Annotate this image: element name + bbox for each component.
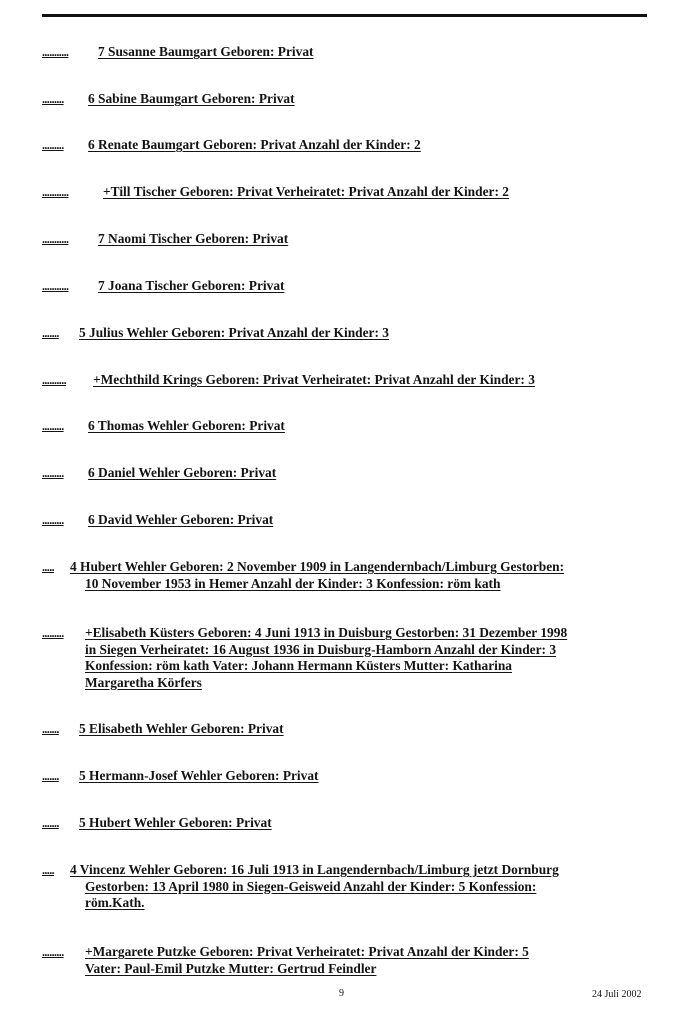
entry-dots: .........	[42, 92, 64, 106]
entry-text	[85, 944, 529, 977]
entry-line: 5 Hermann-Josef Wehler Geboren: Privat	[79, 768, 319, 783]
entry-text	[79, 721, 284, 738]
entry-dots: ...........	[42, 45, 69, 59]
entry-line: +Till Tischer Geboren: Privat Verheiratet: Privat Anzahl der Kinder: 2	[103, 184, 509, 199]
entry-line: 6 Sabine Baumgart Geboren: Privat	[88, 91, 295, 106]
entry-line: 6 Daniel Wehler Geboren: Privat	[88, 465, 277, 480]
entry-text	[88, 137, 421, 154]
entry-line: +Mechthild Krings Geboren: Privat Verheiratet: Privat Anzahl der Kinder: 3	[93, 372, 535, 387]
entry-line: 6 David Wehler Geboren: Privat	[88, 512, 274, 527]
entry-dots: ...........	[42, 279, 69, 293]
entry-dots: .........	[42, 945, 64, 959]
entry-line: 7 Susanne Baumgart Geboren: Privat	[98, 44, 314, 59]
entry-text	[88, 418, 285, 435]
entry-dots: .....	[42, 560, 55, 574]
entry-dots: ...........	[42, 185, 69, 199]
entry-line: Vater: Paul-Emil Putzke Mutter: Gertrud Feindler	[85, 960, 377, 976]
entry-dots: .......	[42, 326, 59, 340]
entry-line: in Siegen Verheiratet: 16 August 1936 in Duisburg-Hamborn Anzahl der Kinder: 3	[85, 641, 557, 657]
entry-dots: ..........	[42, 373, 67, 387]
entry-line: 4 Hubert Wehler Geboren: 2 November 1909 in Langendernbach/Limburg Gestorben:	[70, 559, 565, 574]
entry-line: 4 Vincenz Wehler Geboren: 16 Juli 1913 in Langendernbach/Limburg jetzt Dornburg	[70, 862, 559, 877]
entry-line: 5 Julius Wehler Geboren: Privat Anzahl der Kinder: 3	[79, 325, 389, 340]
entry-dots: .......	[42, 769, 59, 783]
entry-line: 6 Renate Baumgart Geboren: Privat Anzahl der Kinder: 2	[88, 137, 421, 152]
entry-text	[103, 184, 509, 201]
entry-text	[70, 559, 564, 592]
entry-text	[98, 231, 288, 248]
entry-dots: .....	[42, 863, 55, 877]
entry-dots: .........	[42, 466, 64, 480]
entry-dots: .......	[42, 722, 59, 736]
entry-line: 7 Naomi Tischer Geboren: Privat	[98, 231, 289, 246]
entry-text	[93, 372, 535, 389]
entry-text	[70, 862, 559, 912]
print-date: 24 Juli 2002	[592, 989, 642, 1000]
entry-text	[88, 91, 295, 108]
entry-line: +Elisabeth Küsters Geboren: 4 Juni 1913 in Duisburg Gestorben: 31 Dezember 1998	[85, 625, 568, 640]
entry-line: +Margarete Putzke Geboren: Privat Verheiratet: Privat Anzahl der Kinder: 5	[85, 944, 529, 959]
entry-dots: .........	[42, 138, 64, 152]
entry-line: 6 Thomas Wehler Geboren: Privat	[88, 418, 285, 433]
entry-text	[85, 625, 567, 691]
page-number: 9	[339, 988, 344, 999]
entry-dots: .........	[42, 419, 64, 433]
entry-line: Margaretha Körfers	[85, 674, 202, 690]
entry-text	[79, 325, 389, 342]
entry-text	[88, 512, 273, 529]
entry-text	[88, 465, 276, 482]
entry-line: Konfession: röm kath Vater: Johann Hermann Küsters Mutter: Katharina	[85, 658, 513, 673]
entry-line: 5 Hubert Wehler Geboren: Privat	[79, 815, 272, 830]
entry-text	[79, 815, 272, 832]
entry-text	[79, 768, 319, 785]
entry-dots: .......	[42, 816, 59, 830]
entry-line: Gestorben: 13 April 1980 in Siegen-Geisweid Anzahl der Kinder: 5 Konfession:	[85, 878, 537, 894]
top-rule	[42, 14, 647, 17]
entry-line: 7 Joana Tischer Geboren: Privat	[98, 278, 285, 293]
entry-dots: .........	[42, 513, 64, 527]
entry-line: röm.Kath.	[85, 895, 145, 910]
entry-dots: .........	[42, 626, 64, 640]
entry-dots: ...........	[42, 232, 69, 246]
entry-line: 5 Elisabeth Wehler Geboren: Privat	[79, 721, 284, 736]
entry-text	[98, 44, 314, 61]
entry-line: 10 November 1953 in Hemer Anzahl der Kinder: 3 Konfession: röm kath	[85, 575, 501, 591]
entry-text	[98, 278, 284, 295]
